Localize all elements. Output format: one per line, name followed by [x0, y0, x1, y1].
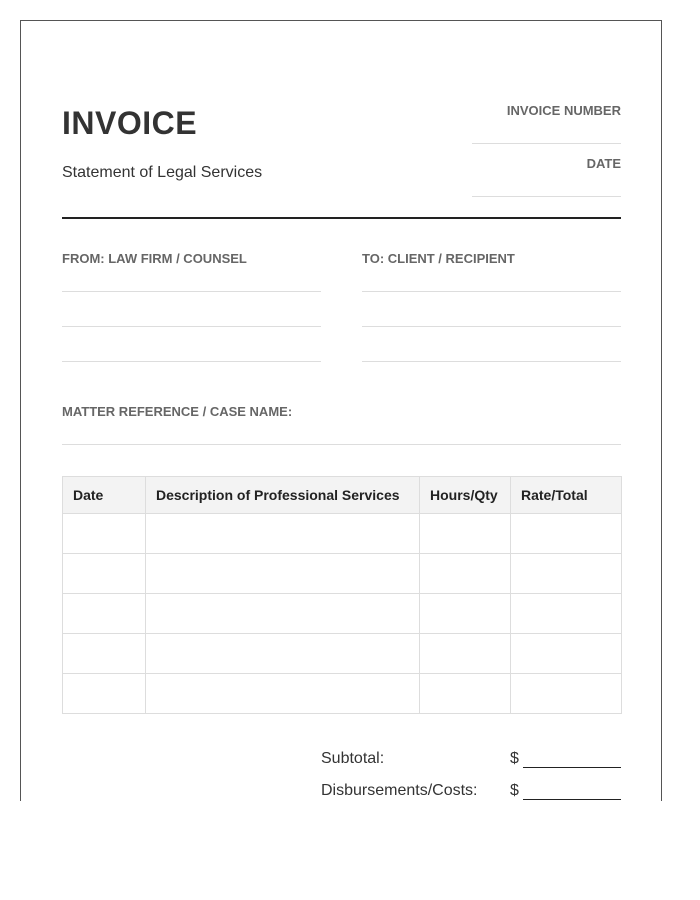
- table-cell-rate[interactable]: [511, 594, 622, 634]
- table-cell-description[interactable]: [146, 674, 420, 714]
- to-label: TO: CLIENT / RECIPIENT: [362, 251, 515, 266]
- table-cell-description[interactable]: [146, 634, 420, 674]
- table-row: [63, 634, 622, 674]
- table-cell-hours[interactable]: [420, 594, 511, 634]
- date-field[interactable]: [472, 196, 621, 197]
- table-cell-date[interactable]: [63, 554, 146, 594]
- services-table-header-row: [63, 477, 622, 514]
- from-field-line-3[interactable]: [62, 361, 321, 362]
- subtotal-currency: $: [510, 750, 519, 767]
- table-cell-hours[interactable]: [420, 554, 511, 594]
- from-field-line-2[interactable]: [62, 326, 321, 327]
- matter-label: MATTER REFERENCE / CASE NAME:: [62, 404, 293, 419]
- invoice-number-field[interactable]: [472, 143, 621, 144]
- table-cell-description[interactable]: [146, 594, 420, 634]
- table-row: [63, 514, 622, 554]
- table-cell-rate[interactable]: [511, 514, 622, 554]
- to-field-line-2[interactable]: [362, 326, 621, 327]
- services-table: [62, 476, 622, 714]
- to-field-line-3[interactable]: [362, 361, 621, 362]
- matter-field-line[interactable]: [62, 444, 621, 445]
- table-row: [63, 594, 622, 634]
- table-cell-hours[interactable]: [420, 674, 511, 714]
- invoice-subtitle: Statement of Legal Services: [62, 164, 263, 181]
- invoice-number-label: INVOICE NUMBER: [506, 103, 621, 118]
- disbursements-label: Disbursements/Costs:: [321, 782, 478, 799]
- subtotal-field[interactable]: [523, 767, 621, 768]
- header-divider: [62, 217, 621, 219]
- from-label: FROM: LAW FIRM / COUNSEL: [62, 251, 247, 266]
- table-cell-rate[interactable]: [511, 634, 622, 674]
- disbursements-field[interactable]: [523, 799, 621, 800]
- subtotal-label: Subtotal:: [321, 750, 385, 767]
- table-cell-description[interactable]: [146, 554, 420, 594]
- disbursements-currency: $: [510, 782, 519, 799]
- column-header-date: Date: [63, 477, 146, 514]
- column-header-rate: Rate/Total: [511, 477, 622, 514]
- column-header-hours: Hours/Qty: [420, 477, 511, 514]
- table-cell-rate[interactable]: [511, 674, 622, 714]
- table-cell-date[interactable]: [63, 594, 146, 634]
- table-cell-description[interactable]: [146, 514, 420, 554]
- table-cell-hours[interactable]: [420, 634, 511, 674]
- table-cell-date[interactable]: [63, 634, 146, 674]
- table-row: [63, 554, 622, 594]
- table-cell-rate[interactable]: [511, 554, 622, 594]
- table-cell-date[interactable]: [63, 514, 146, 554]
- from-field-line-1[interactable]: [62, 291, 321, 292]
- invoice-page: [20, 20, 662, 801]
- invoice-title: INVOICE: [62, 105, 198, 141]
- date-label: DATE: [586, 156, 621, 171]
- table-row: [63, 674, 622, 714]
- to-field-line-1[interactable]: [362, 291, 621, 292]
- table-cell-hours[interactable]: [420, 514, 511, 554]
- table-cell-date[interactable]: [63, 674, 146, 714]
- column-header-description: Description of Professional Services: [146, 477, 420, 514]
